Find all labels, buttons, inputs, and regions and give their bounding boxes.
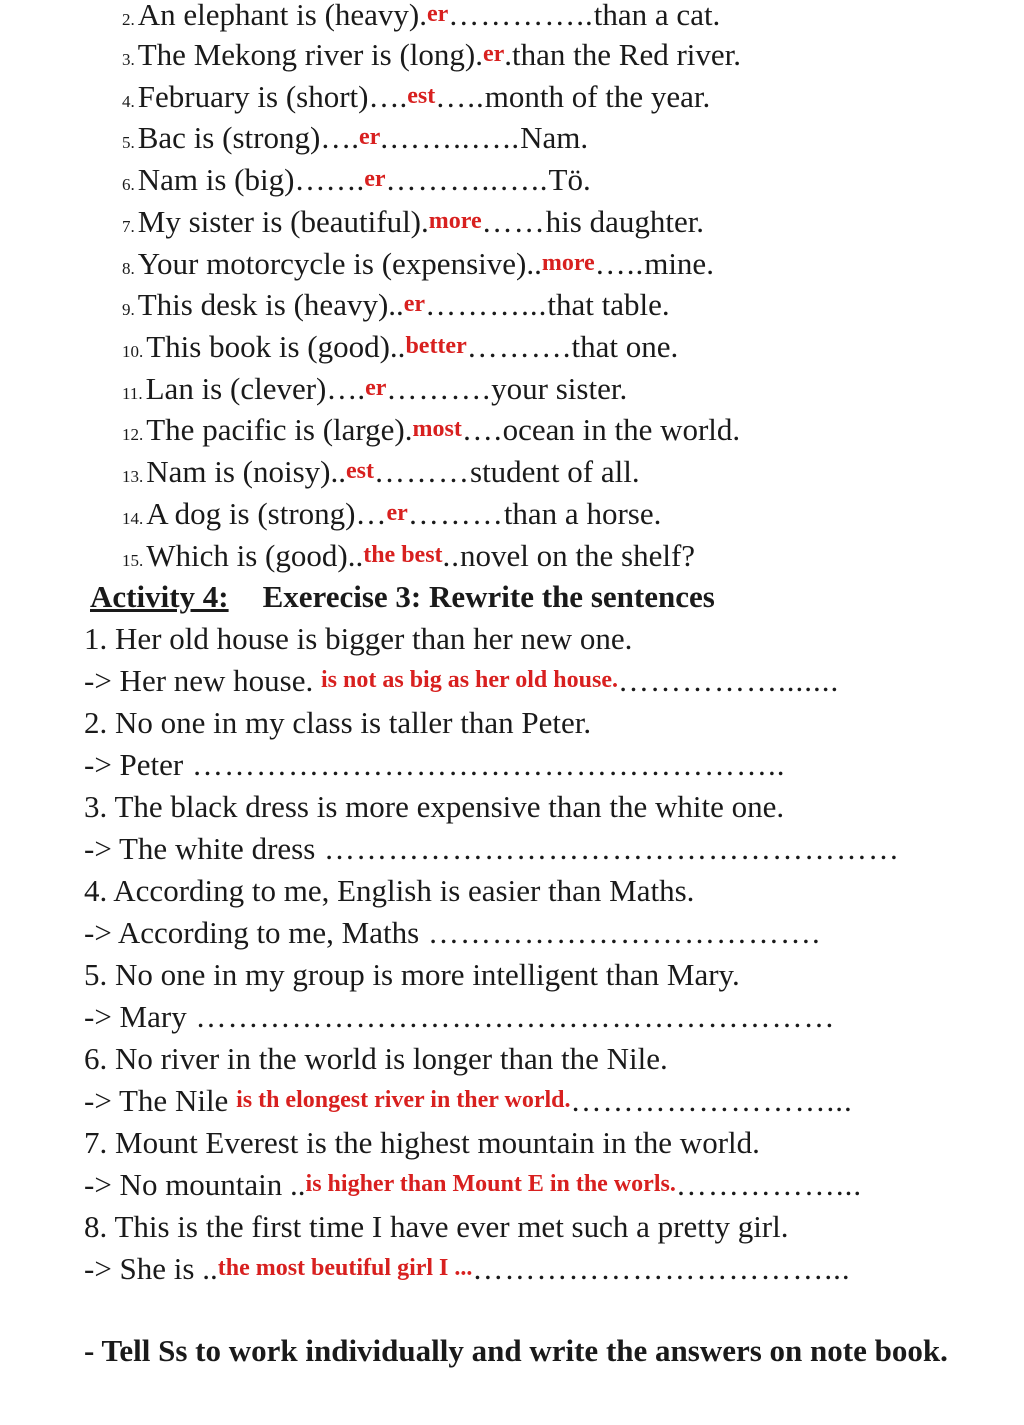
list-item: 7.My sister is (beautiful).more……his daughter. bbox=[122, 204, 705, 239]
list-item: 10.This book is (good)..better……….that one. bbox=[122, 329, 679, 364]
list-item: 8.Your motorcycle is (expensive)..more…..mine. bbox=[122, 246, 714, 281]
exercise-title: Exerecise 3: Rewrite the sentences bbox=[262, 579, 715, 614]
answer-text: est bbox=[407, 83, 436, 109]
answer-line: -> Mary …………………………………………………… bbox=[84, 999, 836, 1034]
activity-label: Activity 4: bbox=[90, 579, 229, 614]
answer-text: is higher than Mount E in the worls. bbox=[305, 1171, 676, 1197]
teacher-note: - Tell Ss to work individually and write the answers on note book. bbox=[84, 1333, 948, 1368]
list-item: 15.Which is (good)..the best..novel on the shelf? bbox=[122, 538, 696, 573]
answer-text: er bbox=[403, 291, 426, 317]
answer-text: er bbox=[359, 124, 381, 150]
answer-text: is not as big as her old house. bbox=[321, 667, 618, 693]
list-item: 13.Nam is (noisy)..est………student of all. bbox=[122, 454, 640, 489]
answer-text: most bbox=[412, 416, 462, 442]
answer-text: er bbox=[365, 375, 387, 401]
question-text: 8. This is the first time I have ever met such a pretty girl. bbox=[84, 1209, 789, 1244]
question-text: 4. According to me, English is easier than Maths. bbox=[84, 873, 695, 908]
answer-text: is th elongest river in ther world. bbox=[236, 1087, 571, 1113]
question-text: 5. No one in my group is more intelligent than Mary. bbox=[84, 957, 740, 992]
answer-text: est bbox=[346, 458, 374, 484]
answer-line: -> The Nile is th elongest river in ther world.……………………... bbox=[84, 1083, 853, 1118]
answer-text: er bbox=[426, 1, 449, 27]
question-text: 6. No river in the world is longer than the Nile. bbox=[84, 1041, 668, 1076]
answer-text: the best bbox=[363, 542, 443, 568]
list-item: 14.A dog is (strong)…er………than a horse. bbox=[122, 496, 662, 531]
answer-text: er bbox=[482, 41, 505, 67]
list-item: 11.Lan is (clever)….er……….your sister. bbox=[122, 371, 628, 406]
list-item: 6.Nam is (big)…….er………..…..Tö. bbox=[122, 162, 591, 197]
answer-line: -> Her new house. is not as big as her old house.……………....... bbox=[84, 663, 840, 698]
answer-line: -> Peter ……………………………………………….. bbox=[84, 747, 786, 782]
answer-text: better bbox=[405, 333, 467, 359]
answer-text: er bbox=[364, 166, 386, 192]
question-text: 7. Mount Everest is the highest mountain in the world. bbox=[84, 1125, 760, 1160]
list-item: 12.The pacific is (large).most….ocean in the world. bbox=[122, 412, 741, 447]
answer-line: -> No mountain ..is higher than Mount E in the worls.……………... bbox=[84, 1167, 863, 1202]
question-text: 3. The black dress is more expensive than the white one. bbox=[84, 789, 785, 824]
list-item: 3.The Mekong river is (long).er.than the Red river. bbox=[122, 37, 742, 72]
answer-text: er bbox=[386, 500, 408, 526]
list-item: 4.February is (short)….est…..month of the year. bbox=[122, 79, 711, 114]
question-text: 2. No one in my class is taller than Peter. bbox=[84, 705, 592, 740]
answer-text: more bbox=[541, 250, 595, 276]
question-text: 1. Her old house is bigger than her new one. bbox=[84, 621, 633, 656]
list-item: 9.This desk is (heavy)..er………...that table. bbox=[122, 287, 670, 322]
list-item: 5.Bac is (strong)….er.……..…..Nam. bbox=[122, 120, 589, 155]
answer-text: the most beutiful girl I ... bbox=[217, 1255, 473, 1281]
answer-line: -> The white dress ……………………………………………… bbox=[84, 831, 901, 866]
answer-line: -> According to me, Maths ………………………………. bbox=[84, 915, 821, 950]
answer-line: -> She is ..the most beutiful girl I ...……………………………... bbox=[84, 1251, 851, 1286]
answer-text: more bbox=[428, 208, 482, 234]
list-item: 2.An elephant is (heavy).er…………..than a cat. bbox=[122, 0, 721, 32]
activity-heading bbox=[90, 578, 715, 616]
